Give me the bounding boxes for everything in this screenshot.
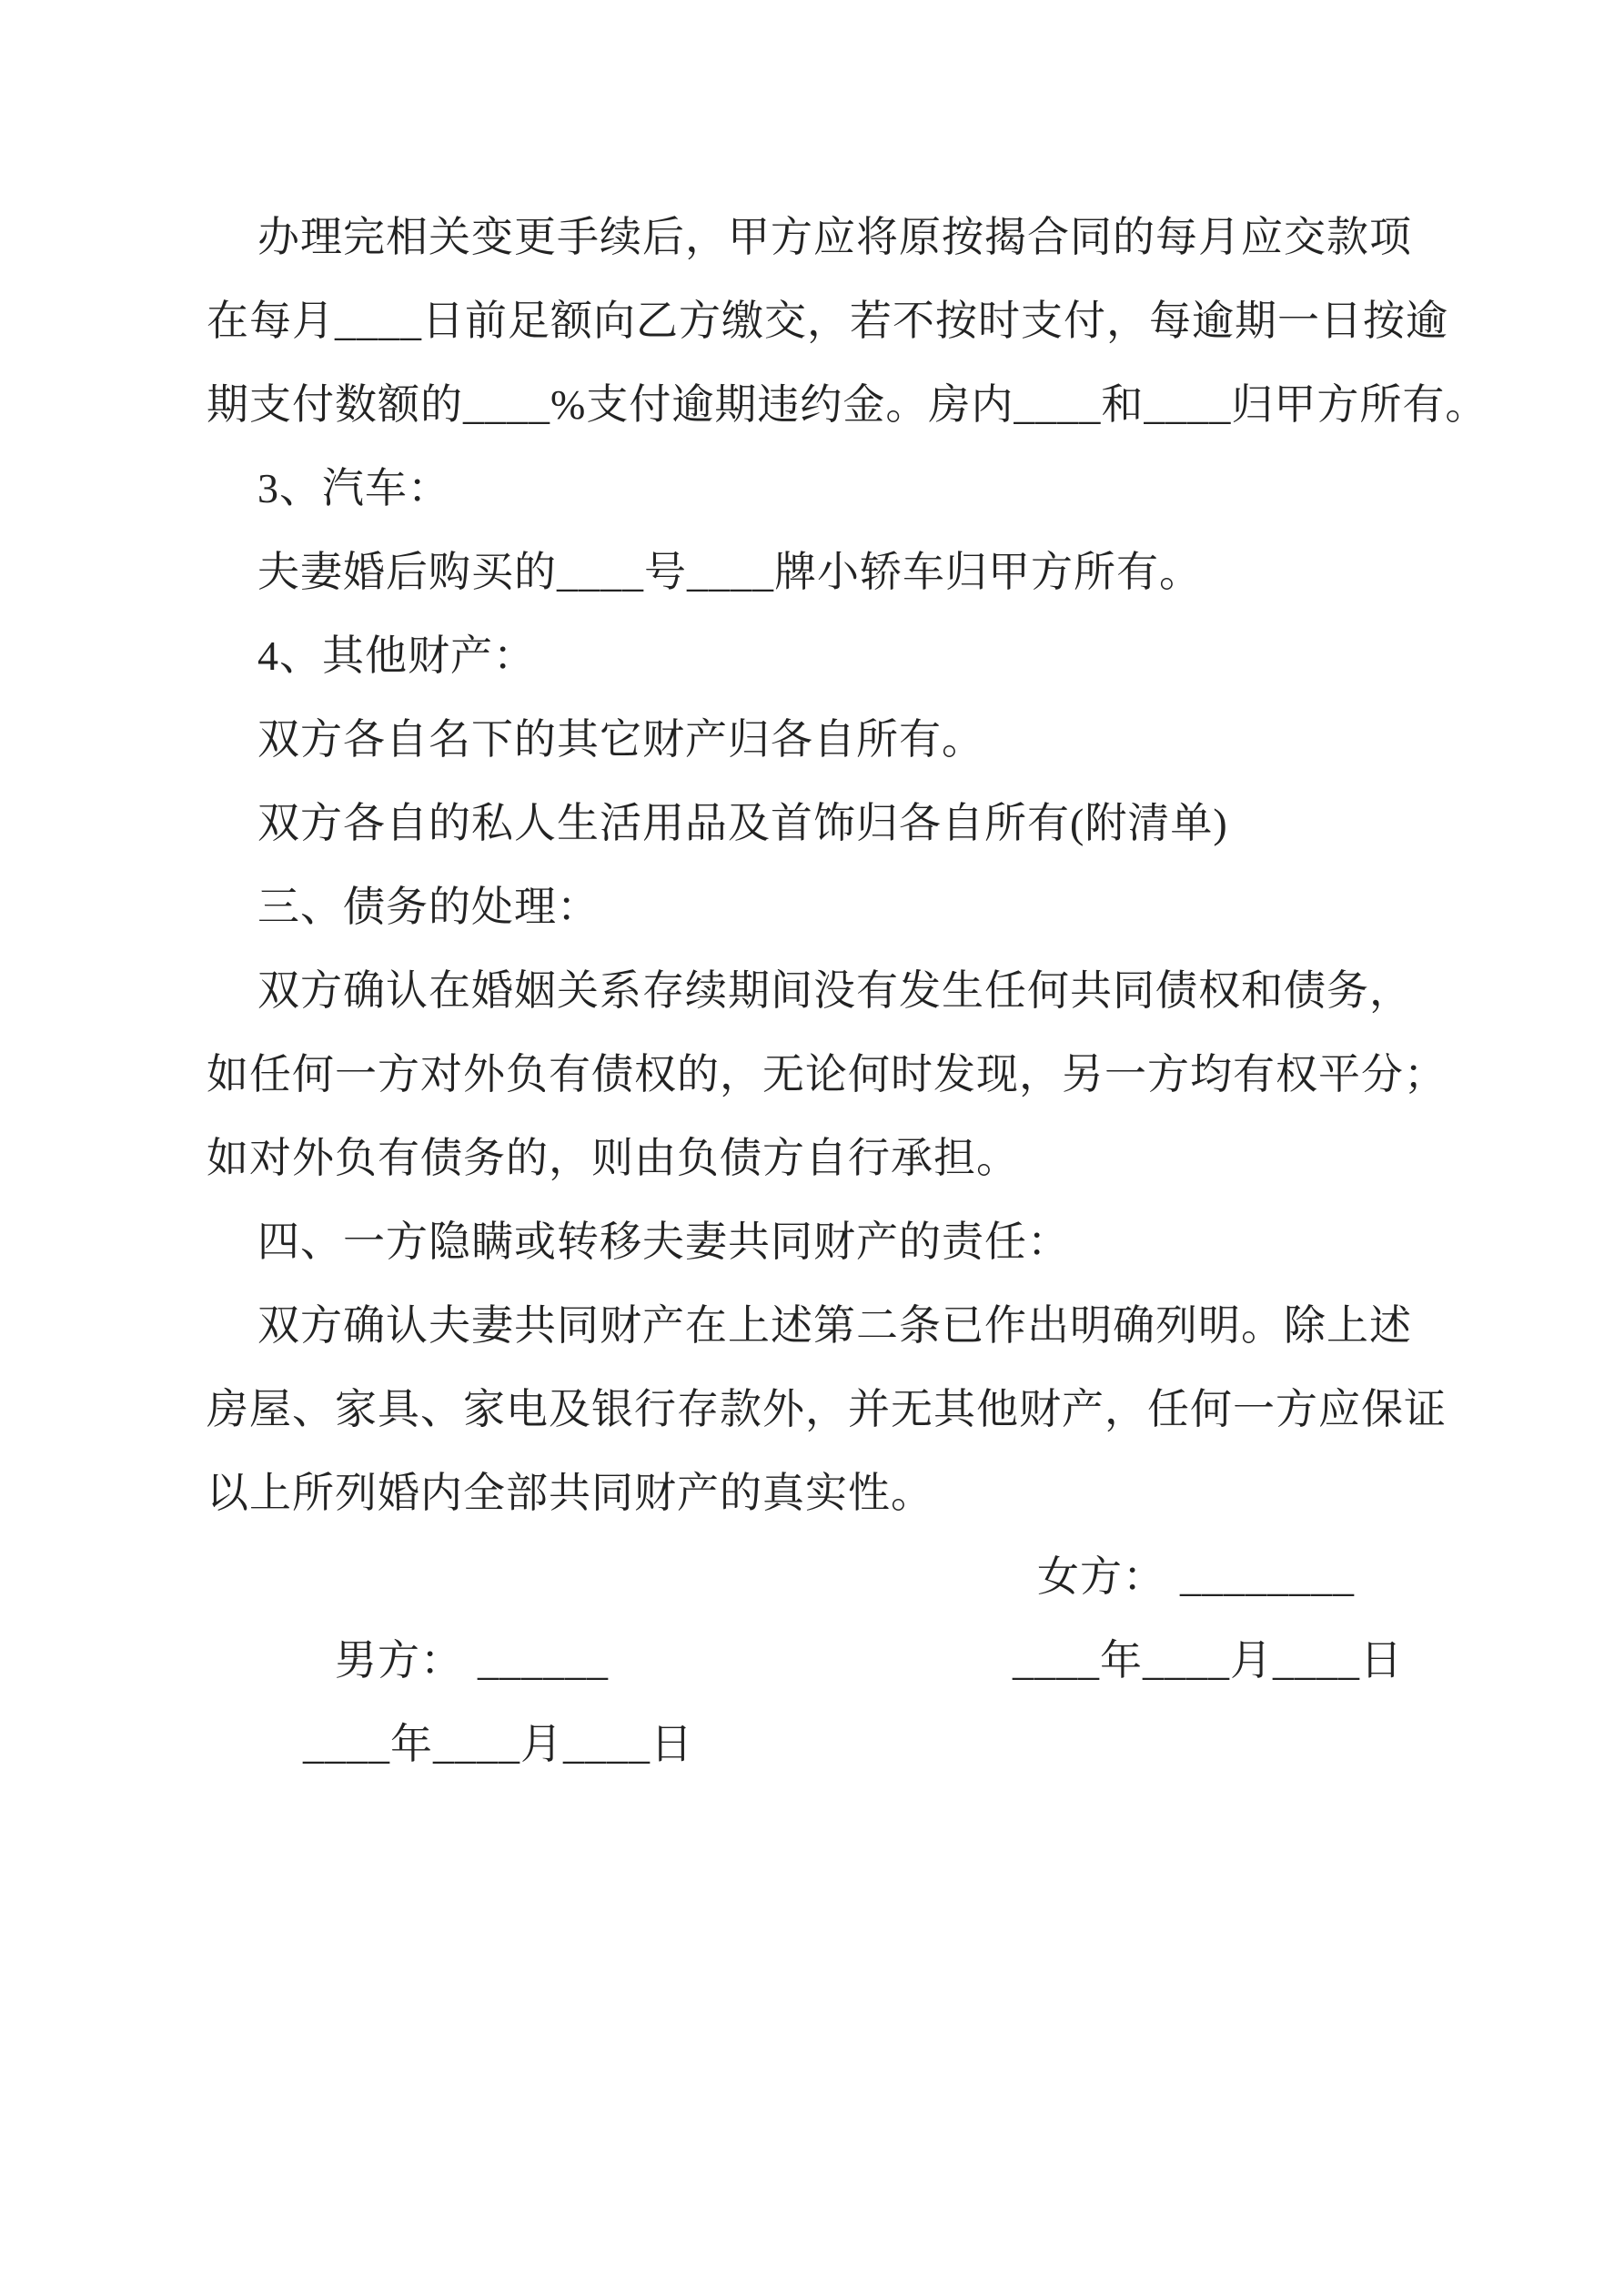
document-line-11: 如任何一方对外负有债权的，无论何时发现，另一方均有权平分；	[207, 1051, 1447, 1097]
male-signature-blank: ______	[478, 1637, 609, 1684]
document-line-9: 三、债务的处理：	[257, 884, 600, 930]
document-line-3: 期支付数额的____%支付逾期违约金。房内____和____归甲方所有。	[207, 381, 1488, 428]
document-line-15: 房屋、家具、家电及银行存款外，并无其他财产，任何一方应保证	[207, 1386, 1447, 1432]
female-party-label: 女方：	[1037, 1553, 1165, 1600]
document-line-14: 双方确认夫妻共同财产在上述第二条已作出明确列明。除上述	[257, 1302, 1412, 1349]
date-row	[207, 1619, 1442, 1767]
document-line-7: 双方各自名下的其它财产归各自所有。	[257, 716, 984, 763]
male-party-label: 男方：	[335, 1637, 463, 1684]
female-signature-blank: ________	[1180, 1553, 1355, 1600]
document-line-6: 4、其他财产：	[257, 632, 536, 679]
document-line-1: 办理完相关变更手续后，甲方应将原按揭合同的每月应交款项	[257, 214, 1412, 260]
document-line-2: 在每月____日前足额向乙方缴交，若不按时支付，每逾期一日按逾	[207, 298, 1448, 344]
document-line-4: 3、汽车：	[257, 465, 450, 511]
document-line-10: 双方确认在婚姻关系存续期间没有发生任何共同债权和债务，	[257, 967, 1412, 1014]
female-date-blank: ____年____月____日	[1013, 1637, 1403, 1684]
document-line-8: 双方各自的私人生活用品及首饰归各自所有(附清单)	[257, 800, 1228, 846]
document-line-5: 夫妻婚后购买的____号____牌小轿车归甲方所有。	[257, 549, 1202, 595]
male-date-blank: ____年____月____日	[303, 1721, 693, 1767]
document-line-12: 如对外负有债务的，则由负债方自行承担。	[207, 1135, 1019, 1181]
document-line-16: 以上所列婚内全部共同财产的真实性。	[207, 1470, 933, 1516]
female-party-group	[1037, 1535, 1355, 1619]
document-line-13: 四、一方隐瞒或转移夫妻共同财产的责任：	[257, 1219, 1070, 1265]
